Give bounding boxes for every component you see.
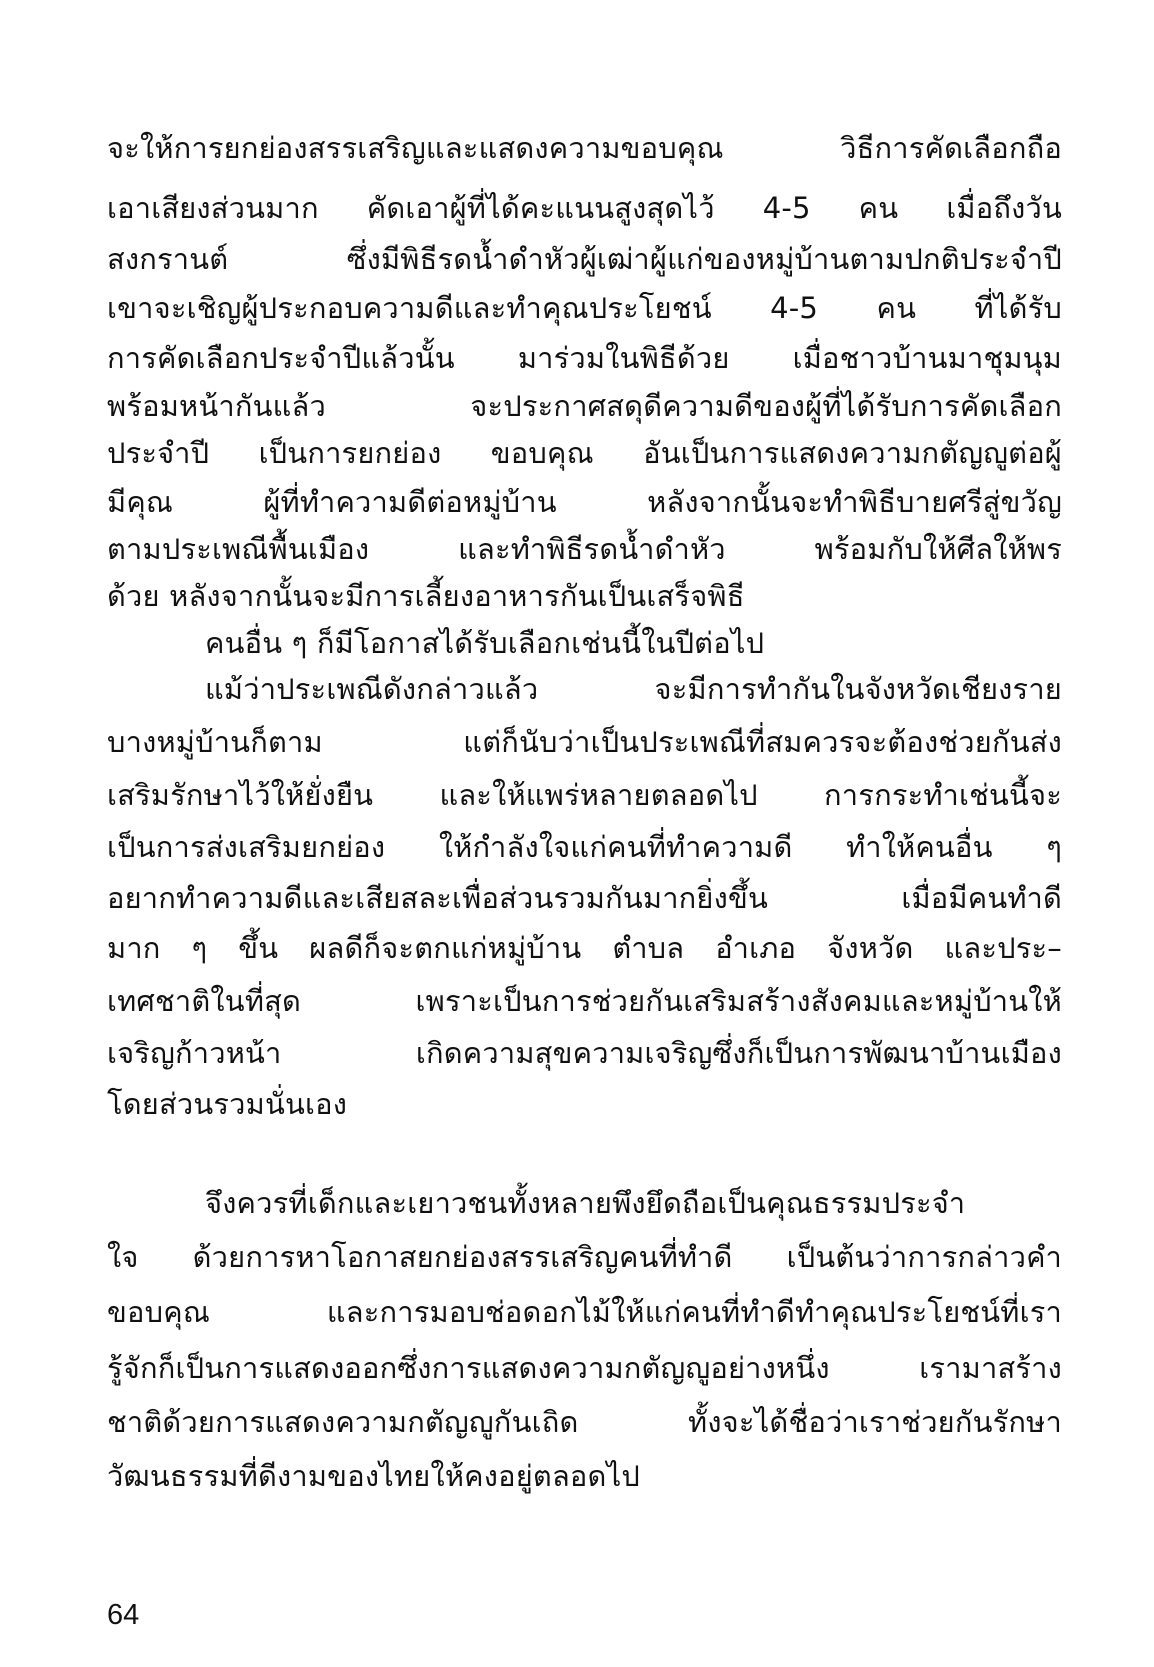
text-line: รู้จักก็เป็นการแสดงออกซึ่งการแสดงความกตัญญูอย่างหนึ่ง เรามาสร้าง	[107, 1351, 1062, 1385]
text-line: เทศชาติในที่สุด เพราะเป็นการช่วยกันเสริมสร้างสังคมและหมู่บ้านให้	[107, 984, 1062, 1018]
text-line: อยากทำความดีและเสียสละเพื่อส่วนรวมกันมากยิ่งขึ้น เมื่อมีคนทำดี	[107, 881, 1062, 915]
text-line: มาก ๆ ขึ้น ผลดีก็จะตกแก่หมู่บ้าน ตำบล อำเภอ จังหวัด และประ–	[107, 931, 1062, 965]
text-line: เจริญก้าวหน้า เกิดความสุขความเจริญซึ่งก็เป็นการพัฒนาบ้านเมือง	[107, 1036, 1062, 1070]
text-line: โดยส่วนรวมนั่นเอง	[107, 1087, 348, 1121]
text-line: สงกรานต์ ซึ่งมีพิธีรดน้ำดำหัวผู้เฒ่าผู้แก่ของหมู่บ้านตามปกติประจำปี	[107, 242, 1062, 276]
text-line: เสริมรักษาไว้ให้ยั่งยืน และให้แพร่หลายตลอดไป การกระทำเช่นนี้จะ	[107, 778, 1062, 812]
text-line: ประจำปี เป็นการยกย่อง ขอบคุณ อันเป็นการแสดงความกตัญญูต่อผู้	[107, 436, 1062, 470]
text-line: พร้อมหน้ากันแล้ว จะประกาศสดุดีความดีของผู้ที่ได้รับการคัดเลือก	[107, 389, 1062, 423]
text-line: คนอื่น ๆ ก็มีโอกาสได้รับเลือกเช่นนี้ในปีต่อไป	[205, 626, 765, 660]
text-line: จะให้การยกย่องสรรเสริญและแสดงความขอบคุณ วิธีการคัดเลือกถือ	[107, 131, 1062, 165]
text-line: เป็นการส่งเสริมยกย่อง ให้กำลังใจแก่คนที่ทำความดี ทำให้คนอื่น ๆ	[107, 830, 1062, 864]
text-line: การคัดเลือกประจำปีแล้วนั้น มาร่วมในพิธีด้วย เมื่อชาวบ้านมาชุมนุม	[107, 341, 1062, 375]
text-line: เขาจะเชิญผู้ประกอบความดีและทำคุณประโยชน์ 4-5 คน ที่ได้รับ	[107, 291, 1062, 325]
text-line: แม้ว่าประเพณีดังกล่าวแล้ว จะมีการทำกันในจังหวัดเชียงราย	[205, 672, 1062, 706]
text-line: ขอบคุณ และการมอบช่อดอกไม้ให้แก่คนที่ทำดีทำคุณประโยชน์ที่เรา	[107, 1295, 1062, 1329]
text-line: จึงควรที่เด็กและเยาวชนทั้งหลายพึงยึดถือเป็นคุณธรรมประจำ	[205, 1186, 966, 1220]
text-line: ชาติด้วยการแสดงความกตัญญูกันเถิด ทั้งจะได้ชื่อว่าเราช่วยกันรักษา	[107, 1405, 1062, 1439]
text-line: ใจ ด้วยการหาโอกาสยกย่องสรรเสริญคนที่ทำดี เป็นต้นว่าการกล่าวคำ	[107, 1240, 1062, 1274]
text-line: มีคุณ ผู้ที่ทำความดีต่อหมู่บ้าน หลังจากนั้นจะทำพิธีบายศรีสู่ขวัญ	[107, 485, 1062, 519]
text-line: วัฒนธรรมที่ดีงามของไทยให้คงอยู่ตลอดไป	[107, 1459, 640, 1493]
text-line: บางหมู่บ้านก็ตาม แต่ก็นับว่าเป็นประเพณีที่สมควรจะต้องช่วยกันส่ง	[107, 725, 1062, 759]
text-line: เอาเสียงส่วนมาก คัดเอาผู้ที่ได้คะแนนสูงสุดไว้ 4-5 คน เมื่อถึงวัน	[107, 191, 1062, 225]
text-line: ตามประเพณีพื้นเมือง และทำพิธีรดน้ำดำหัว พร้อมกับให้ศีลให้พร	[107, 532, 1062, 566]
page-number: 64	[107, 1599, 140, 1631]
text-line: ด้วย หลังจากนั้นจะมีการเลี้ยงอาหารกันเป็นเสร็จพิธี	[107, 579, 745, 613]
